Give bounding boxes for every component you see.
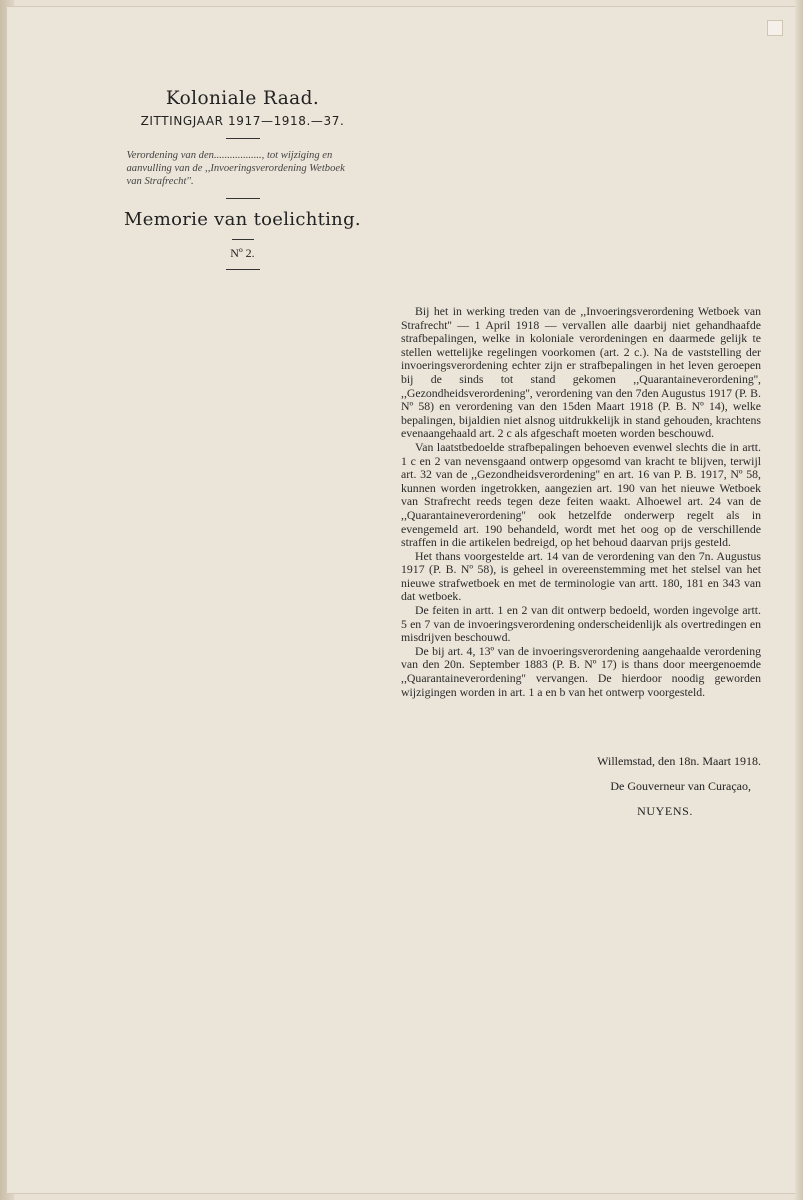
corner-mark <box>767 20 783 36</box>
signatory-name: NUYENS. <box>637 804 693 818</box>
page-right-edge <box>795 0 803 1200</box>
place-date: Willemstad, den 18n. Maart 1918. <box>597 754 761 768</box>
number-divider <box>226 269 260 270</box>
document-title: Memorie van toelichting. <box>124 209 361 230</box>
paragraph: Het thans voorgestelde art. 14 van de verordening van den 7n. Augustus 1917 (P. B. Nº 58), is geheel in overeenstemming met het stelsel van het nieuwe strafwetboek en met de terminologie van artt. 180, 181 en 343 van dat wetboek. <box>401 548 761 604</box>
header-divider <box>226 198 260 199</box>
session-year: ZITTINGJAAR 1917—1918.—37. <box>140 114 345 128</box>
paragraph: Bij het in werking treden van de ,,Invoeringsverordening Wetboek van Strafrecht'' — 1 April 1918 — vervallen alle daarbij niet gehandhaafde strafbepalingen, welke in koloniale verordeningen en daarmede gelijk te stellen wettelijke regelingen voorkomen (art. 2 c.). Na de vaststelling der invoeringsverordening echter zijn er strafbepalingen in het leven geroepen bij de sinds tot stand gekomen ,,Quarantaineverordening'', ,,Gezondheidsverordening'', verordening van den 7den Augustus 1917 (P. B. Nº 58) en verordening van den 15den Maart 1918 (P. B. Nº 14), welke bepalingen, bijaldien niet alsnog uitdrukkelijk in stand gehouden, krachtens evenaangehaald art. 2 c als afgeschaft moeten worden beschouwd. <box>401 304 761 441</box>
council-title: Koloniale Raad. <box>165 88 320 109</box>
paragraph: Van laatstbedoelde strafbepalingen behoeven evenwel slechts die in artt. 1 c en 2 van nevensgaand ontwerp opgesomd van kracht te blijven, terwijl art. 32 van de ,,Gezondheidsverordening'' en art. 16 van P. B. 1917, Nº 58, kunnen worden ingetrokken, aangezien art. 190 van het nieuwe Wetboek van Strafrecht reeds tegen deze feiten waakt. Alhoewel art. 24 van de ,,Quarantaineverordening'' ook hetzelfde onderwerp regelt als in evengemeld art. 190 behandeld, wordt met het oog op de verschillende straffen in die artikelen bedreigd, op het behoud daarvan prijs gesteld. <box>401 439 761 550</box>
header-divider <box>226 138 260 139</box>
regulation-subject: Verordening van den.................., tot wijziging en aanvulling van de ,,Invoeringsverordening Wetboek van Strafrecht''. <box>126 150 345 187</box>
paragraph: De feiten in artt. 1 en 2 van dit ontwerp bedoeld, worden ingevolge artt. 5 en 7 van de invoeringsverordening onderscheidenlijk als overtredingen en misdrijven beschouwd. <box>401 603 761 645</box>
explanatory-text <box>401 305 761 699</box>
document-header <box>100 88 385 278</box>
document-number: Nº 2. <box>230 246 255 260</box>
signatory-office: De Gouverneur van Curaçao, <box>610 779 751 793</box>
paragraph: De bij art. 4, 13º van de invoeringsverordening aangehaalde verordening van den 20n. September 1883 (P. B. Nº 17) is thans door meergenoemde ,,Quarantaineverordening'' vervangen. De hierdoor noodig geworden wijzigingen worden in art. 1 a en b van het ontwerp voorgesteld. <box>401 643 761 699</box>
title-divider <box>232 239 254 240</box>
